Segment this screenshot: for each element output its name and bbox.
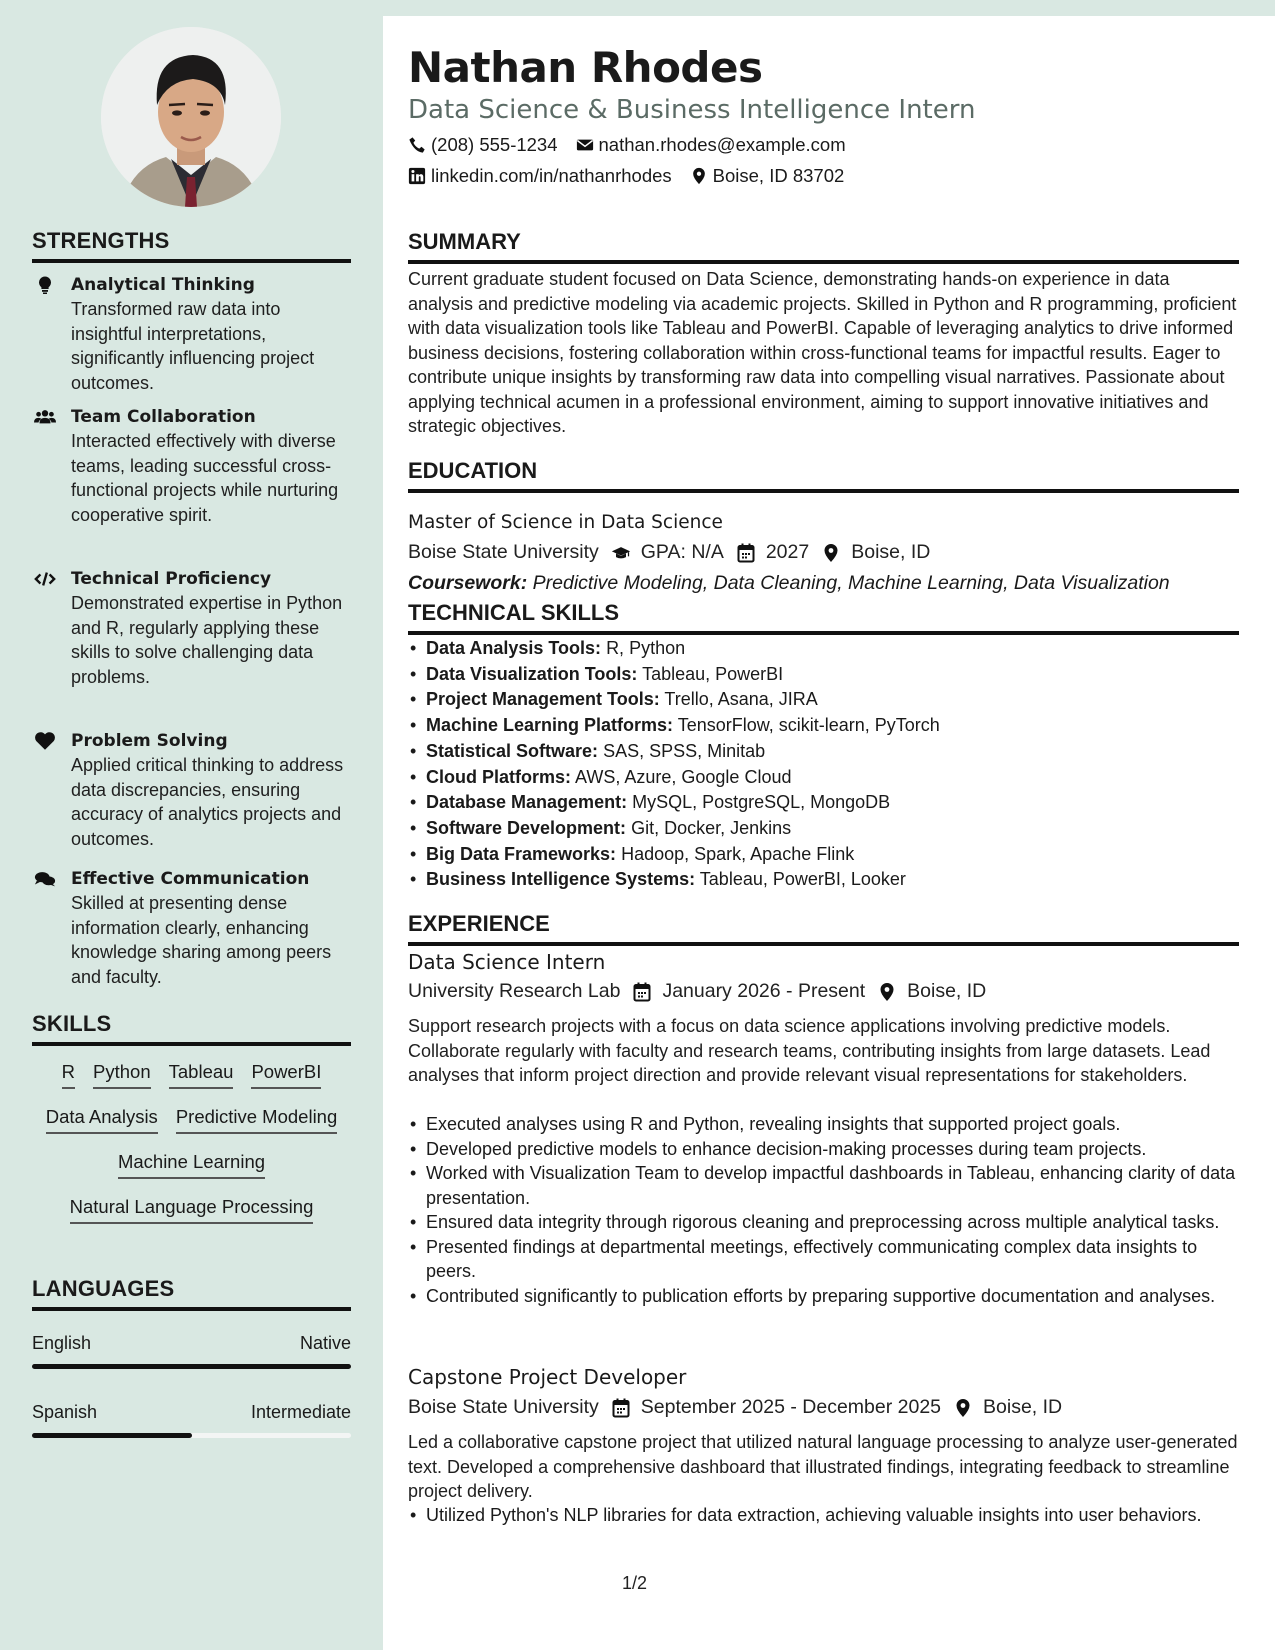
language-proficiency-bar — [32, 1433, 351, 1438]
list-item: • Database Management: MySQL, PostgreSQL, MongoDB — [408, 790, 1239, 816]
job-bullets — [408, 1503, 1239, 1528]
coursework — [408, 572, 1170, 595]
list-item: • Business Intelligence Systems: Tableau, PowerBI, Looker — [408, 867, 1239, 893]
linkedin-icon — [408, 167, 426, 185]
skill-chip: Machine Learning — [118, 1150, 265, 1179]
strength-title: Problem Solving — [71, 731, 228, 751]
job-meta — [408, 1396, 1062, 1419]
language-proficiency-fill — [32, 1364, 351, 1369]
list-item: • Executed analyses using R and Python, revealing insights that supported project goals. — [408, 1112, 1239, 1137]
comments-icon — [32, 868, 58, 890]
location-text: Boise, ID 83702 — [712, 165, 845, 186]
job-description: Led a collaborative capstone project that utilized natural language processing to analyze user-generated text. Developed a comprehensive dashboard that illustrated findings, integrating feedback to streamline project delivery. — [408, 1432, 1238, 1501]
page-number: 1/2 — [622, 1573, 648, 1593]
strength-item — [32, 567, 351, 689]
skill-chip: Python — [93, 1060, 151, 1089]
job-organization: Boise State University — [408, 1396, 599, 1418]
avatar — [101, 27, 281, 207]
strength-item — [32, 867, 351, 989]
degree-title: Master of Science in Data Science — [408, 512, 723, 533]
skill-chip: R — [62, 1060, 75, 1089]
list-item: • Machine Learning Platforms: TensorFlow, scikit-learn, PyTorch — [408, 713, 1239, 739]
list-item: • Big Data Frameworks: Hadoop, Spark, Apache Flink — [408, 842, 1239, 868]
list-item: • Project Management Tools: Trello, Asana, JIRA — [408, 687, 1239, 713]
education-meta — [408, 541, 930, 564]
skill-chip: PowerBI — [251, 1060, 321, 1089]
calendar-icon — [736, 543, 756, 563]
candidate-role: Data Science & Business Intelligence Intern — [408, 95, 976, 125]
strength-description: Interacted effectively with diverse teams, leading successful cross-functional projects while nurturing cooperative spirit. — [71, 431, 339, 525]
strength-item — [32, 273, 351, 395]
language-level: Intermediate — [250, 1402, 351, 1422]
technical-skills-list — [408, 636, 1239, 893]
strength-title: Analytical Thinking — [71, 275, 255, 295]
contact-row — [408, 165, 844, 187]
list-item: • Utilized Python's NLP libraries for data extraction, achieving valuable insights into user behaviors. — [408, 1503, 1239, 1528]
job-dates: January 2026 - Present — [662, 980, 866, 1002]
strength-item — [32, 729, 351, 851]
list-item: • Ensured data integrity through rigorous cleaning and preprocessing across multiple analytical tasks. — [408, 1210, 1239, 1235]
calendar-icon — [632, 982, 652, 1002]
job-dates: September 2025 - December 2025 — [640, 1396, 942, 1418]
heart-icon — [32, 730, 58, 752]
contact-row — [408, 134, 846, 156]
experience-heading: EXPERIENCE — [408, 911, 1239, 946]
map-marker-icon — [877, 982, 897, 1002]
coursework-list: Predictive Modeling, Data Cleaning, Machine Learning, Data Visualization — [532, 572, 1170, 594]
list-item: • Contributed significantly to publication efforts by preparing supportive documentation and analyses. — [408, 1284, 1239, 1309]
education-heading: EDUCATION — [408, 458, 1239, 493]
map-marker-icon — [953, 1398, 973, 1418]
language-item — [32, 1402, 351, 1438]
strengths-heading: STRENGTHS — [32, 228, 351, 263]
summary-heading: SUMMARY — [408, 229, 1239, 264]
list-item: • Presented findings at departmental meetings, effectively communicating complex data insights to peers. — [408, 1235, 1239, 1284]
school-name: Boise State University — [408, 541, 599, 563]
map-marker-icon — [821, 543, 841, 563]
list-item: • Developed predictive models to enhance decision-making processes during team projects. — [408, 1137, 1239, 1162]
main-content — [383, 16, 1275, 1650]
language-level: Native — [299, 1333, 351, 1353]
skill-chip: Predictive Modeling — [176, 1105, 337, 1134]
gpa-text: GPA: N/A — [640, 541, 724, 563]
job-bullets — [408, 1112, 1239, 1308]
linkedin-text: linkedin.com/in/nathanrhodes — [431, 165, 672, 186]
strength-title: Effective Communication — [71, 869, 310, 889]
list-item: • Software Development: Git, Docker, Jenkins — [408, 816, 1239, 842]
language-proficiency-fill — [32, 1433, 192, 1438]
strength-description: Transformed raw data into insightful interpretations, significantly influencing project outcomes. — [71, 299, 315, 393]
language-name: Spanish — [32, 1402, 98, 1422]
graduation-cap-icon — [611, 543, 631, 563]
strength-description: Skilled at presenting dense information clearly, enhancing knowledge sharing among peers and faculty. — [71, 893, 332, 987]
lightbulb-icon — [32, 274, 58, 296]
job-meta — [408, 980, 986, 1003]
list-item: • Cloud Platforms: AWS, Azure, Google Cloud — [408, 765, 1239, 791]
language-proficiency-bar — [32, 1364, 351, 1369]
skill-chip: Tableau — [169, 1060, 234, 1089]
graduation-year: 2027 — [765, 541, 810, 563]
code-icon — [32, 568, 58, 590]
list-item: • Statistical Software: SAS, SPSS, Minitab — [408, 739, 1239, 765]
skills-list — [32, 1060, 351, 1240]
sidebar — [0, 0, 383, 1650]
coursework-label: Coursework: — [408, 572, 528, 594]
technical-skills-heading: TECHNICAL SKILLS — [408, 600, 1239, 635]
strength-description: Applied critical thinking to address data discrepancies, ensuring accuracy of analytics projects and outcomes. — [71, 755, 344, 849]
school-location: Boise, ID — [851, 541, 931, 563]
strength-title: Technical Proficiency — [71, 569, 272, 589]
strength-item — [32, 405, 351, 527]
language-name: English — [32, 1333, 92, 1353]
email-text: nathan.rhodes@example.com — [598, 134, 846, 155]
skill-chip: Data Analysis — [46, 1105, 158, 1134]
list-item: • Data Analysis Tools: R, Python — [408, 636, 1239, 662]
skills-heading: SKILLS — [32, 1011, 351, 1046]
candidate-name: Nathan Rhodes — [408, 43, 763, 92]
job-title: Data Science Intern — [408, 950, 606, 974]
map-marker-icon — [690, 167, 708, 185]
calendar-icon — [611, 1398, 631, 1418]
job-location: Boise, ID — [983, 1396, 1063, 1418]
users-icon — [32, 406, 58, 428]
language-item — [32, 1333, 351, 1369]
phone-icon — [408, 136, 426, 154]
languages-heading: LANGUAGES — [32, 1276, 351, 1311]
profile-photo — [101, 27, 281, 207]
skill-chip: Natural Language Processing — [70, 1195, 314, 1224]
job-title: Capstone Project Developer — [408, 1365, 687, 1389]
list-item: • Data Visualization Tools: Tableau, PowerBI — [408, 662, 1239, 688]
job-description: Support research projects with a focus on data science applications involving predictive models. Collaborate regularly with faculty and research teams, contributing insights from large datasets. Lead analyses that inform project direction and provide relevant visual representations for stakeholders. — [408, 1016, 1211, 1085]
strength-description: Demonstrated expertise in Python and R, regularly applying these skills to solve challenging data problems. — [71, 593, 343, 687]
phone-text: (208) 555-1234 — [431, 134, 558, 155]
job-organization: University Research Lab — [408, 980, 621, 1002]
job-location: Boise, ID — [907, 980, 987, 1002]
list-item: • Worked with Visualization Team to develop impactful dashboards in Tableau, enhancing clarity of data presentation. — [408, 1161, 1239, 1210]
summary-text: Current graduate student focused on Data Science, demonstrating hands-on experience in data analysis and predictive modeling via academic projects. Skilled in Python and R programming, proficient with data visualization tools like Tableau and PowerBI. Capable of leveraging analytics to drive informed business decisions, fostering collaboration within cross-functional teams for impactful results. Eager to contribute unique insights by transforming raw data into compelling visual narratives. Passionate about applying technical acumen in a professional environment, aiming to support innovative initiatives and strategic objectives. — [408, 269, 1237, 436]
strength-title: Team Collaboration — [71, 407, 256, 427]
envelope-icon — [576, 136, 594, 154]
